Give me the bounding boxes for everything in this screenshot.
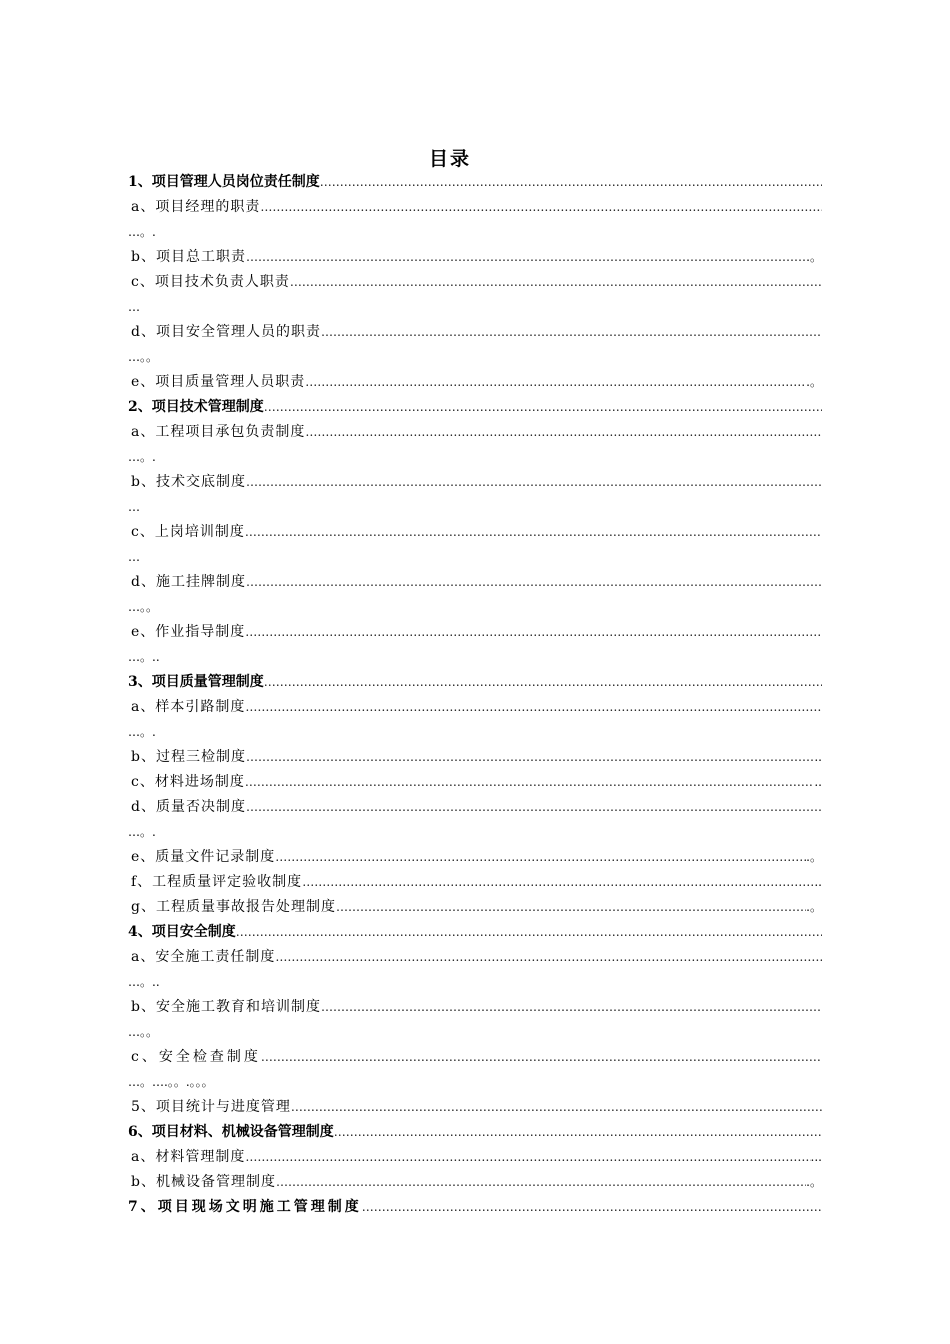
toc-entry-label: d、施工挂牌制度 (131, 574, 246, 590)
toc-entry[interactable] (128, 245, 822, 270)
toc-entry-label: c、安全检查制度 (131, 1049, 261, 1065)
toc-entry[interactable] (128, 420, 822, 445)
toc-entry-label: a、工程项目承包负责制度 (131, 424, 306, 440)
toc-entry-label: 4、项目安全制度 (128, 924, 236, 940)
toc-entry-tail: ... (810, 1150, 822, 1164)
toc-continuation: … (128, 300, 140, 314)
toc-entry-label: c、材料进场制度 (131, 774, 245, 790)
toc-entry[interactable] (128, 195, 822, 220)
toc-dot-leader (336, 895, 806, 920)
toc-entry-label: b、项目总工职责 (131, 249, 246, 265)
toc-dot-leader (321, 995, 822, 1020)
toc-dot-leader (246, 745, 814, 770)
toc-continuation: …。。 (128, 1025, 159, 1039)
toc-continuation: …。。 (128, 350, 159, 364)
toc-dot-leader (321, 320, 822, 345)
toc-continuation: …。. (128, 725, 156, 739)
toc-continuation: … (128, 550, 140, 564)
toc-continuation: …。. (128, 450, 156, 464)
toc-entry[interactable] (128, 745, 822, 770)
toc-entry-label: a、样本引路制度 (131, 699, 246, 715)
toc-dot-leader (245, 520, 822, 545)
toc-entry[interactable] (128, 395, 822, 420)
toc-dot-leader (290, 270, 822, 295)
toc-entry-tail: .. (814, 875, 822, 889)
toc-entry[interactable] (128, 1170, 822, 1195)
toc-entry-label: d、质量否决制度 (131, 799, 246, 815)
toc-continuation: …。.. (128, 650, 160, 664)
toc-dot-leader (246, 795, 822, 820)
toc-entry[interactable] (128, 795, 822, 820)
toc-entry-label: b、安全施工教育和培训制度 (131, 999, 321, 1015)
toc-continuation: …。….。。.。。。 (128, 1075, 214, 1089)
page-title: 目录 (428, 148, 471, 170)
toc-continuation: … (128, 500, 140, 514)
toc-entry[interactable] (128, 770, 822, 795)
toc-entry[interactable] (128, 1120, 822, 1145)
toc-dot-leader (305, 420, 822, 445)
toc-entry-label: c、上岗培训制度 (131, 524, 245, 540)
toc-entry-label: d、项目安全管理人员的职责 (131, 324, 321, 340)
toc-entry[interactable] (128, 1045, 822, 1070)
toc-entry-label: b、技术交底制度 (131, 474, 246, 490)
toc-entry-label: g、工程质量事故报告处理制度 (131, 899, 336, 915)
toc-entry[interactable] (128, 845, 822, 870)
toc-dot-leader (260, 195, 822, 220)
toc-entry-label: f、工程质量评定验收制度 (131, 874, 303, 890)
toc-dot-leader (334, 1120, 822, 1145)
toc-entry-tail: .. (814, 750, 822, 764)
toc-entry[interactable] (128, 170, 822, 195)
toc-entry-tail: .. (814, 775, 822, 789)
toc-entry-label: a、材料管理制度 (131, 1149, 246, 1165)
toc-entry[interactable] (128, 570, 822, 595)
toc-entry-label: e、质量文件记录制度 (131, 849, 276, 865)
toc-entry-tail: .。 (806, 900, 822, 914)
toc-entry-label: b、过程三检制度 (131, 749, 246, 765)
toc-dot-leader (291, 1095, 822, 1120)
toc-entry[interactable] (128, 470, 822, 495)
toc-continuation: …。. (128, 825, 156, 839)
toc-dot-leader (246, 570, 822, 595)
toc-dot-leader (246, 470, 822, 495)
toc-entry[interactable] (128, 320, 822, 345)
toc-entry[interactable] (128, 370, 822, 395)
toc-entry-label: 5、项目统计与进度管理 (131, 1099, 291, 1115)
toc-dot-leader (264, 395, 822, 420)
toc-entry[interactable] (128, 670, 822, 695)
toc-entry-tail: .。 (806, 375, 822, 389)
toc-entry-label: c、项目技术负责人职责 (131, 274, 290, 290)
toc-entry[interactable] (128, 270, 822, 295)
toc-dot-leader (245, 770, 815, 795)
toc-entry-label: 6、项目材料、机械设备管理制度 (128, 1124, 334, 1140)
toc-entry[interactable] (128, 695, 822, 720)
toc-entry[interactable] (128, 520, 822, 545)
toc-entry[interactable] (128, 895, 822, 920)
toc-entry[interactable] (128, 920, 822, 945)
toc-dot-leader (276, 1170, 806, 1195)
toc-entry[interactable] (128, 1145, 822, 1170)
toc-entry-tail: .。 (806, 250, 822, 264)
toc-dot-leader (275, 845, 806, 870)
toc-dot-leader (305, 370, 806, 395)
toc-dot-leader (245, 620, 822, 645)
toc-dot-leader (275, 945, 822, 970)
toc-continuation: …。.. (128, 975, 160, 989)
toc-entry-label: b、机械设备管理制度 (131, 1174, 276, 1190)
toc-continuation: …。. (128, 225, 156, 239)
toc-dot-leader (264, 670, 822, 695)
toc-dot-leader (261, 1045, 822, 1070)
toc-entry-label: e、作业指导制度 (131, 624, 246, 640)
toc-entry-label: e、项目质量管理人员职责 (131, 374, 306, 390)
toc-entry-label: a、项目经理的职责 (131, 199, 261, 215)
toc-entry-tail: .。 (806, 850, 822, 864)
table-of-contents (128, 170, 822, 1220)
toc-entry[interactable] (128, 870, 822, 895)
toc-entry[interactable] (128, 945, 822, 970)
toc-entry[interactable] (128, 995, 822, 1020)
toc-dot-leader (236, 920, 822, 945)
toc-continuation: …。。 (128, 600, 159, 614)
toc-entry-label: 1、项目管理人员岗位责任制度 (128, 174, 320, 190)
toc-entry[interactable] (128, 1195, 822, 1220)
toc-dot-leader (245, 695, 822, 720)
toc-entry-label: 7、项目现场文明施工管理制度 (128, 1199, 362, 1215)
toc-dot-leader (246, 245, 806, 270)
toc-dot-leader (362, 1195, 822, 1220)
toc-dot-leader (302, 870, 814, 895)
toc-entry-label: a、安全施工责任制度 (131, 949, 276, 965)
toc-entry[interactable] (128, 620, 822, 645)
toc-entry[interactable] (128, 1095, 822, 1120)
toc-entry-label: 2、项目技术管理制度 (128, 399, 264, 415)
toc-entry-tail: .。 (806, 1175, 822, 1189)
toc-dot-leader (245, 1145, 810, 1170)
toc-dot-leader (320, 170, 822, 195)
toc-entry-label: 3、项目质量管理制度 (128, 674, 264, 690)
